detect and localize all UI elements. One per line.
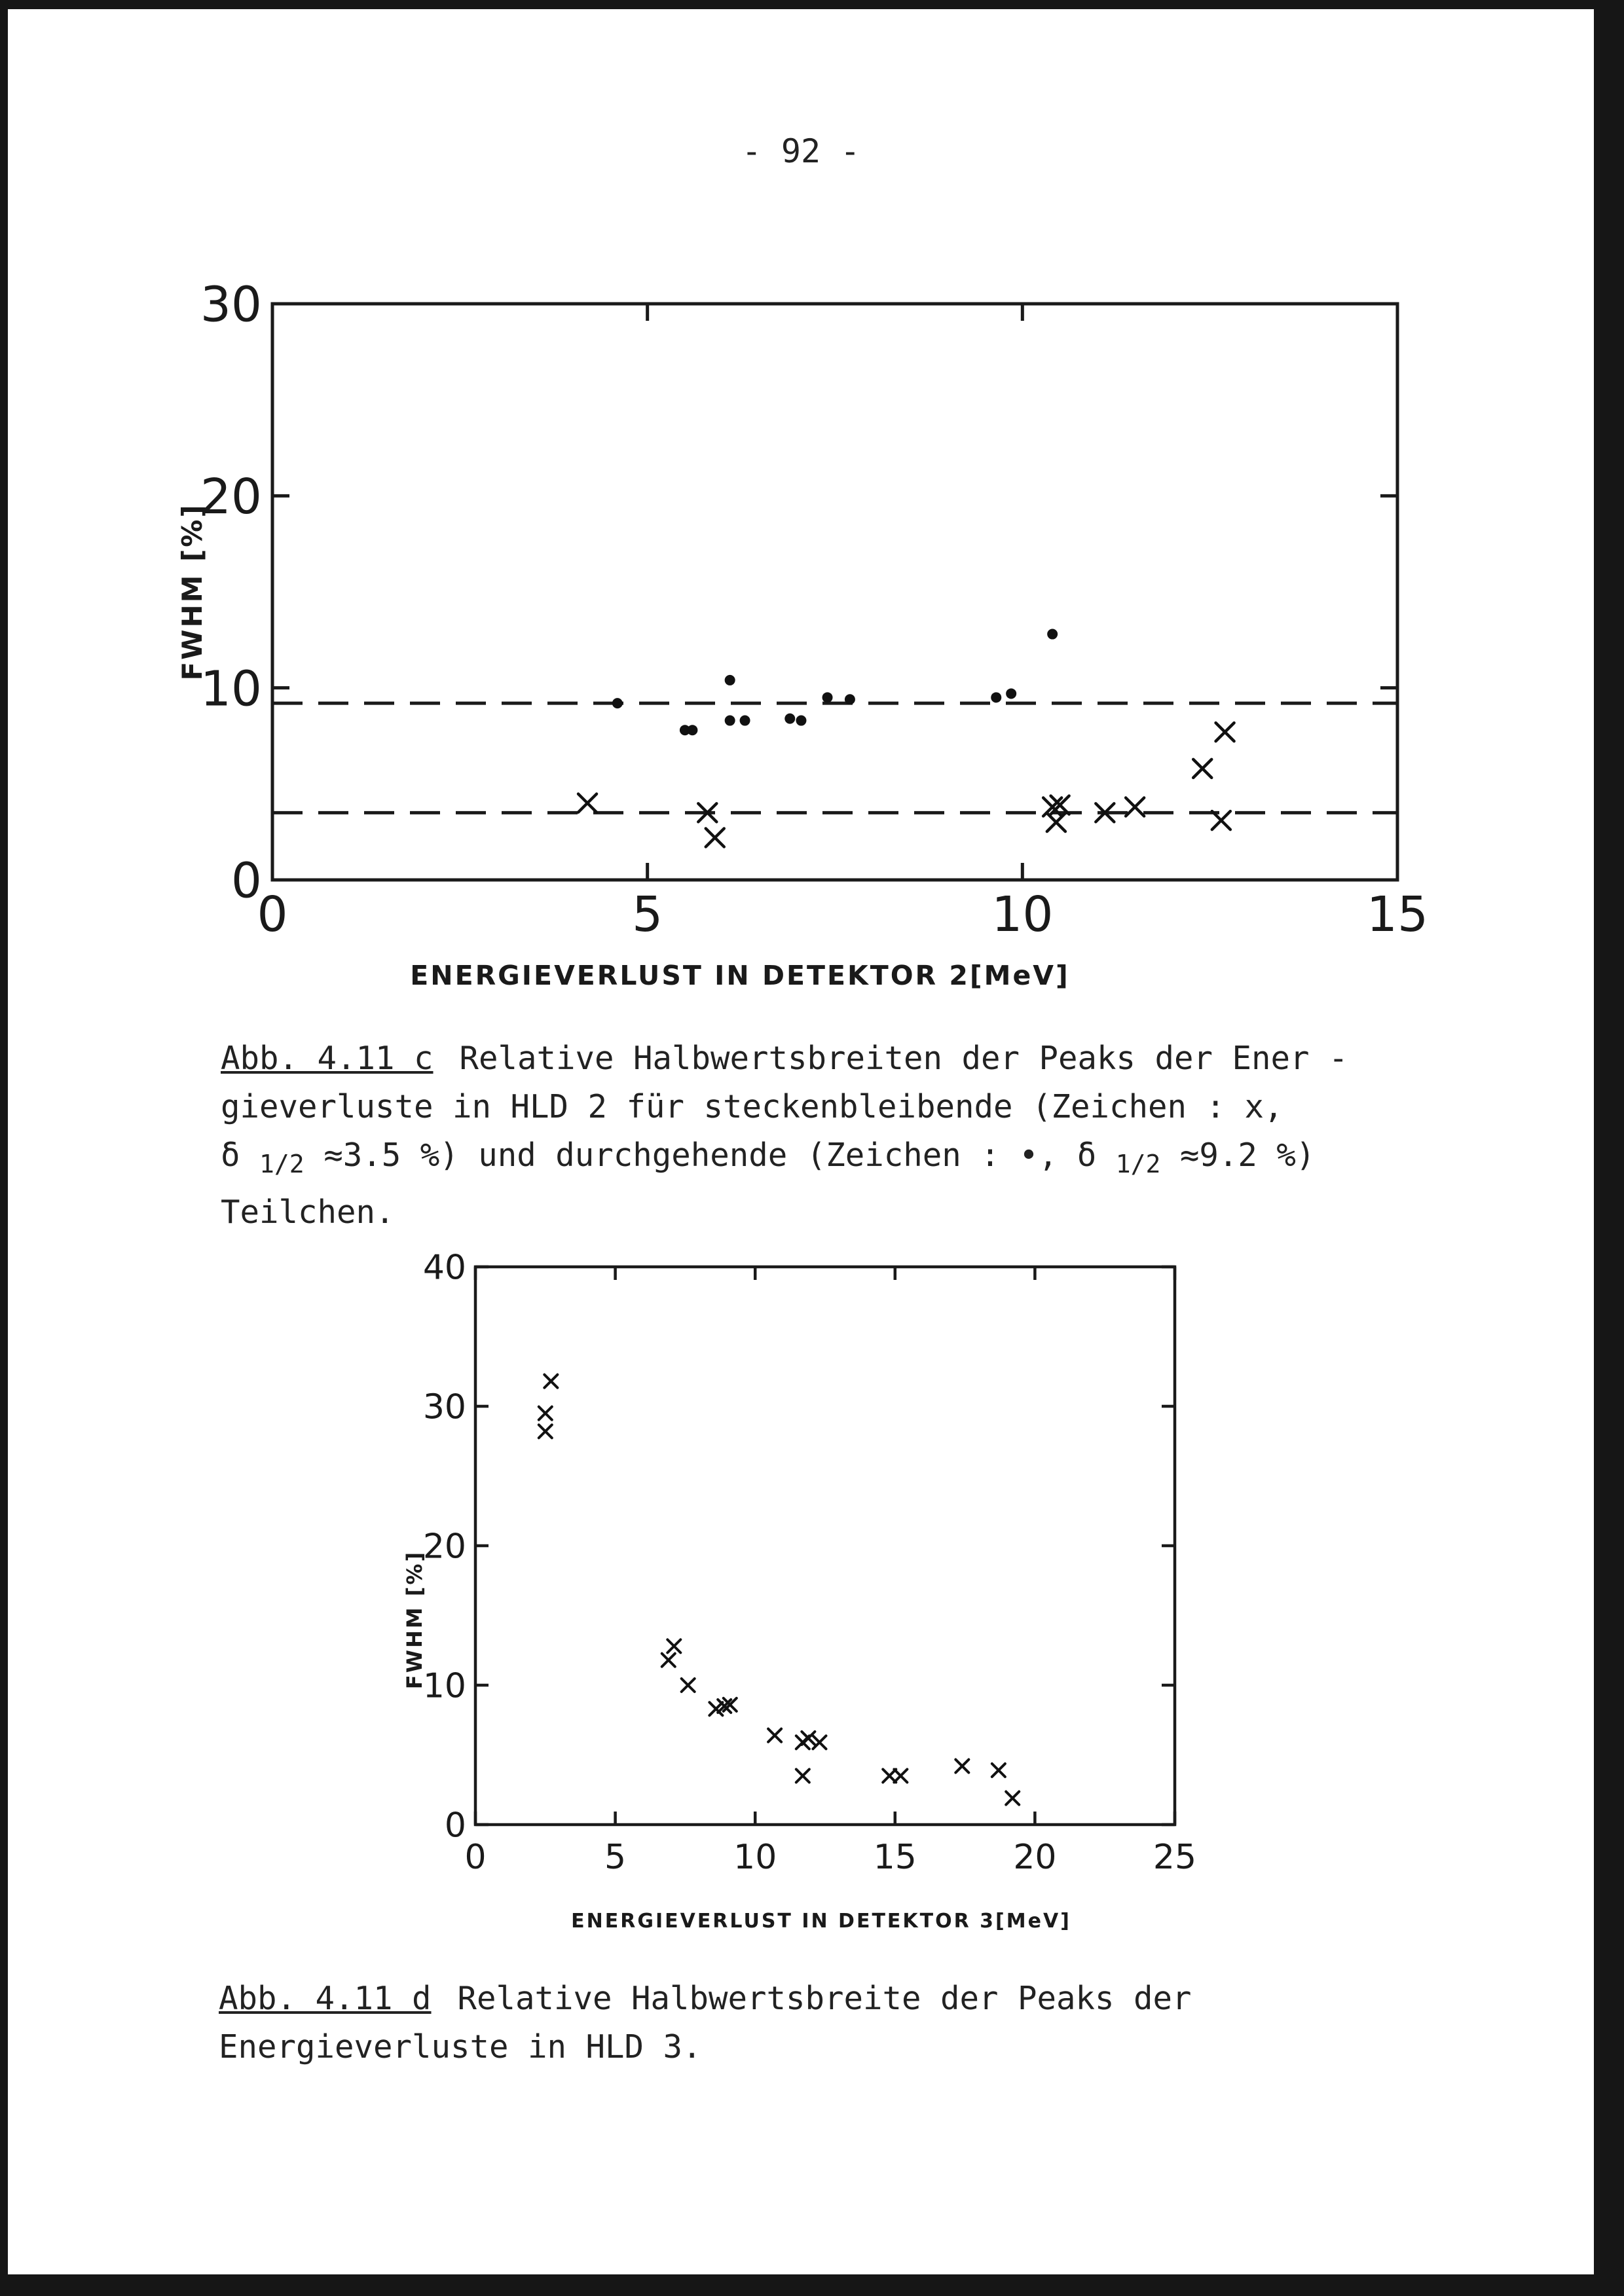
x-tick-label: 10: [733, 1838, 777, 1877]
caption-d-line2: Energieverluste in HLD 3.: [219, 2028, 702, 2066]
plot-frame: [272, 304, 1397, 880]
data-point-cross: [667, 1639, 680, 1652]
caption-c-line3-end: ≈9.2 %): [1179, 1137, 1316, 1174]
data-point-dot: [991, 692, 1001, 702]
chart-2: [402, 1248, 1196, 1933]
y-tick-label: 10: [200, 661, 262, 718]
data-point-cross: [883, 1769, 896, 1782]
y-axis-title: FWHM [%]: [176, 503, 208, 681]
x-tick-label: 0: [257, 886, 288, 943]
data-point-cross: [662, 1654, 675, 1667]
x-tick-label: 0: [464, 1838, 487, 1877]
caption-c-line2: gieverluste in HLD 2 für steckenbleibende (Zeichen : x,: [221, 1088, 1283, 1125]
y-tick-label: 30: [422, 1387, 466, 1427]
data-point-cross: [802, 1732, 815, 1745]
plot-frame: [475, 1267, 1175, 1825]
data-point-cross: [813, 1736, 826, 1749]
caption-c-line1: Relative Halbwertsbreiten der Peaks der Ener -: [459, 1040, 1348, 1077]
data-point-dot: [612, 698, 623, 708]
data-point-cross: [539, 1425, 552, 1438]
y-tick-label: 30: [200, 276, 262, 333]
y-tick-label: 0: [231, 852, 262, 909]
data-point-cross: [955, 1760, 969, 1773]
data-point-cross: [1212, 811, 1230, 829]
page-number: - 92 -: [741, 132, 860, 170]
x-axis-title: ENERGIEVERLUST IN DETEKTOR 3[MeV]: [571, 1910, 1071, 1933]
figure-ref-c: Abb. 4.11 c: [221, 1040, 434, 1077]
y-axis-title: FWHM [%]: [402, 1550, 427, 1690]
caption-c-sub-a: 1/2: [259, 1150, 304, 1178]
x-tick-label: 5: [632, 886, 663, 943]
data-point-dot: [1006, 688, 1016, 699]
data-point-cross: [796, 1769, 809, 1782]
caption-d-line1: Relative Halbwertsbreite der Peaks der: [457, 1980, 1192, 2017]
data-point-cross: [992, 1764, 1005, 1777]
x-tick-label: 10: [991, 886, 1054, 943]
data-point-cross: [706, 828, 724, 847]
caption-c-delta-a: δ: [221, 1137, 240, 1174]
x-tick-label: 20: [1013, 1838, 1057, 1877]
data-point-cross: [578, 794, 597, 812]
data-point-dot: [784, 714, 795, 724]
data-point-cross: [1047, 813, 1065, 831]
data-point-dot: [740, 716, 750, 726]
x-tick-label: 15: [873, 1838, 917, 1877]
data-point-cross: [1216, 723, 1234, 741]
figure-ref-d: Abb. 4.11 d: [219, 1980, 432, 2017]
caption-c-line4: Teilchen.: [221, 1194, 395, 1231]
chart-1: [176, 277, 1428, 991]
figure-caption-c: [221, 1034, 1348, 1237]
y-tick-label: 40: [422, 1248, 466, 1288]
y-tick-label: 20: [422, 1527, 466, 1567]
data-point-dot: [845, 694, 855, 704]
x-tick-label: 5: [604, 1838, 627, 1877]
x-tick-label: 15: [1366, 886, 1429, 943]
y-tick-label: 10: [422, 1666, 466, 1706]
data-point-cross: [682, 1679, 695, 1692]
data-point-dot: [725, 716, 735, 726]
data-point-dot: [822, 692, 833, 702]
data-point-cross: [1193, 759, 1211, 778]
document-page: [8, 9, 1594, 2274]
data-point-dot: [725, 675, 735, 685]
x-axis-title: ENERGIEVERLUST IN DETEKTOR 2[MeV]: [410, 960, 1070, 991]
data-point-dot: [687, 725, 697, 735]
data-point-cross: [1006, 1792, 1019, 1805]
data-point-dot: [1047, 629, 1058, 640]
x-tick-label: 25: [1153, 1838, 1197, 1877]
data-point-cross: [768, 1729, 781, 1742]
y-tick-label: 20: [200, 468, 262, 525]
figure-caption-d: [219, 1975, 1192, 2071]
data-point-cross: [1126, 798, 1144, 816]
data-point-dot: [796, 716, 806, 726]
data-point-cross: [544, 1375, 557, 1388]
caption-c-sub-b: 1/2: [1115, 1150, 1161, 1178]
data-point-cross: [539, 1407, 552, 1420]
caption-c-line3: ≈3.5 %) und durchgehende (Zeichen : •, δ: [323, 1137, 1097, 1174]
y-tick-label: 0: [444, 1806, 466, 1846]
data-point-cross: [894, 1769, 907, 1782]
